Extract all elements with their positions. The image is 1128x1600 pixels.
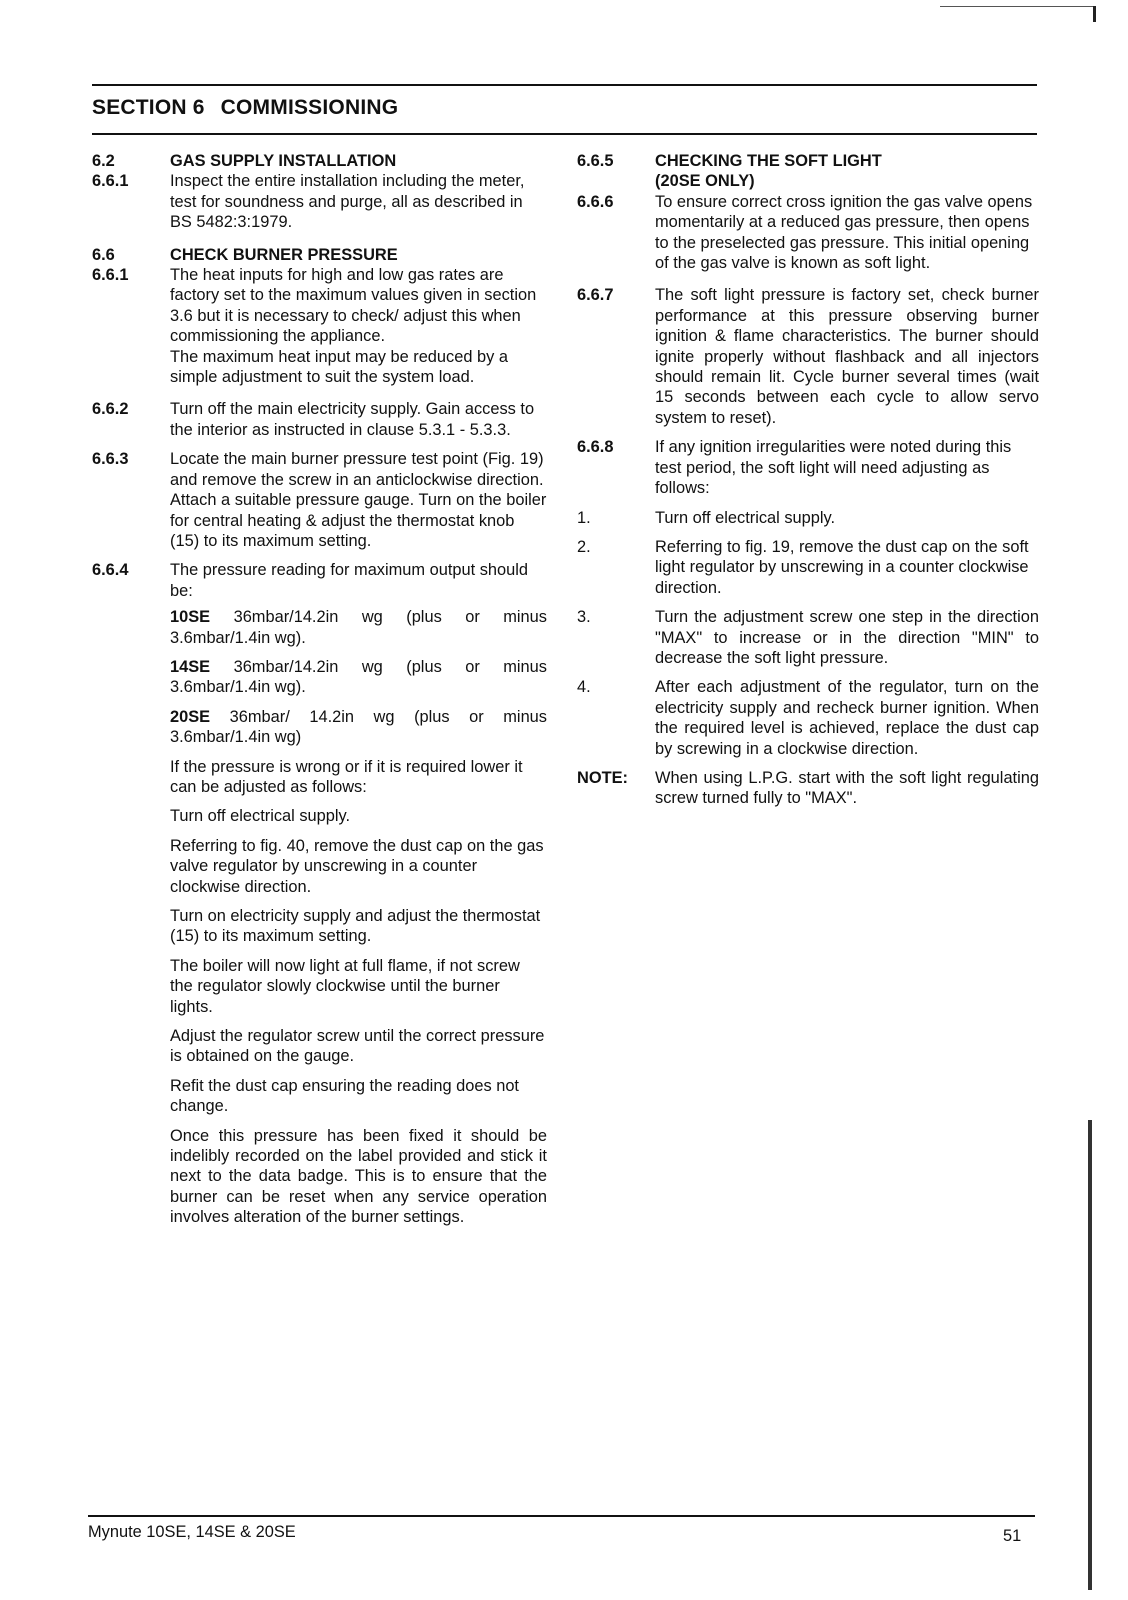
step-number: 2.: [577, 537, 591, 556]
step-item: [577, 677, 1039, 759]
clause-heading: (20SE ONLY): [655, 172, 755, 191]
clause-number: 6.6.1: [92, 172, 129, 191]
clause-number: 6.6.7: [577, 286, 614, 305]
scan-edge-mark: [940, 6, 1093, 7]
paragraph: Turn on electricity supply and adjust the thermostat (15) to its maximum setting.: [170, 907, 541, 946]
model-value: 36mbar/ 14.2in wg (plus or minus 3.6mbar/1.4in wg): [170, 707, 547, 747]
note: [577, 768, 1039, 809]
step-text: Referring to fig. 19, remove the dust cap on the soft light regulator by unscrewing in a counter clockwise direction.: [655, 537, 1029, 597]
clause-6-6-3: [92, 449, 547, 551]
model-name: 10SE: [170, 608, 211, 627]
paragraph: Once this pressure has been fixed it should be indelibly recorded on the label provided and stick it next to the data badge. This is to ensure that the burner can be reset when any service operation involves alteration of the burner settings.: [170, 1126, 547, 1227]
note-label: NOTE:: [577, 768, 628, 787]
model-pressure: [170, 707, 547, 748]
clause-6-2: [92, 151, 547, 171]
footer-rule: [88, 1515, 1035, 1517]
clause-number: 6.6.6: [577, 192, 614, 211]
clause-number: 6.2: [92, 152, 115, 170]
header-rule-bottom: [92, 133, 1037, 135]
scan-edge-mark: [1093, 6, 1096, 22]
model-value: 36mbar/14.2in wg (plus or minus 3.6mbar/1.4in wg).: [170, 608, 547, 647]
step-item: [577, 607, 1039, 668]
section-title: COMMISSIONING: [220, 96, 399, 119]
scan-edge-mark: [1088, 1120, 1092, 1590]
clause-text: To ensure correct cross ignition the gas valve opens momentarily at a reduced gas pressure, then opens to the preselected gas pressure. This initial opening of the gas valve is known as soft light.: [655, 192, 1033, 273]
step-text: Turn off electrical supply.: [655, 508, 836, 527]
paragraph: Adjust the regulator screw until the correct pressure is obtained on the gauge.: [170, 1027, 545, 1066]
clause-text: The maximum heat input may be reduced by a simple adjustment to suit the system load.: [170, 347, 509, 387]
clause-number: 6.6.5: [577, 152, 614, 170]
step-item: [577, 537, 1039, 598]
clause-number: 6.6: [92, 245, 115, 264]
paragraph: Turn off electrical supply.: [170, 807, 351, 826]
clause-text: The soft light pressure is factory set, check burner performance at this pressure observing burner ignition & flame characteristics. The burner should ignite properly without flashback and all injectors should remain lit. Cycle burner several times (wait 15 seconds between each cycle to allow servo system to reset).: [655, 286, 1039, 427]
model-name: 20SE: [170, 707, 211, 726]
model-value: 36mbar/14.2in wg (plus or minus 3.6mbar/1.4in wg).: [170, 657, 547, 697]
step-number: 1.: [577, 508, 591, 527]
clause-6-6-5: [577, 151, 1039, 192]
clause-6-6-1a: [92, 171, 547, 232]
clause-number: 6.6.1: [92, 266, 129, 285]
clause-6-6-1b: [92, 265, 547, 387]
paragraph: Refit the dust cap ensuring the reading does not change.: [170, 1076, 519, 1116]
paragraph: The boiler will now light at full flame, if not screw the regulator slowly clockwise until the burner lights.: [170, 956, 520, 1016]
clause-number: 6.6.8: [577, 438, 614, 457]
footer-title: Mynute 10SE, 14SE & 20SE: [88, 1523, 296, 1541]
note-text: When using L.P.G. start with the soft light regulating screw turned fully to "MAX".: [655, 768, 1039, 808]
step-number: 3.: [577, 608, 591, 627]
model-name: 14SE: [170, 657, 211, 676]
model-pressure: [170, 657, 547, 698]
clause-text: Turn off the main electricity supply. Gain access to the interior as instructed in clause 5.3.1 - 5.3.3.: [170, 400, 535, 439]
model-pressure: [170, 607, 547, 648]
clause-heading: CHECKING THE SOFT LIGHT: [655, 152, 882, 170]
section-heading: [92, 96, 398, 120]
clause-number: 6.6.2: [92, 400, 129, 419]
clause-6-6-2: [92, 399, 547, 440]
section-number: SECTION 6: [92, 96, 205, 119]
step-text: After each adjustment of the regulator, turn on the electricity supply and recheck burner ignition. When the required level is achieved, replace the dust cap by screwing in a clockwise direction.: [655, 678, 1039, 758]
clause-6-6-8: [577, 437, 1039, 498]
clause-6-6-7: [577, 285, 1039, 428]
clause-text: The pressure reading for maximum output should be:: [170, 561, 529, 600]
right-column: [577, 151, 1039, 809]
clause-6-6-4: [92, 560, 547, 1227]
left-column: [92, 151, 547, 1228]
clause-heading: GAS SUPPLY INSTALLATION: [170, 152, 397, 170]
page-number: 51: [1003, 1527, 1022, 1545]
step-number: 4.: [577, 678, 591, 697]
paragraph: Referring to fig. 40, remove the dust cap on the gas valve regulator by unscrewing in a counter clockwise direction.: [170, 836, 544, 896]
header-rule-top: [92, 84, 1037, 86]
clause-text: The heat inputs for high and low gas rates are factory set to the maximum values given in section 3.6 but it is necessary to check/ adjust this when commissioning the appliance.: [170, 266, 537, 346]
clause-6-6: [92, 245, 547, 265]
clause-number: 6.6.4: [92, 561, 129, 580]
clause-6-6-6: [577, 192, 1039, 274]
clause-number: 6.6.3: [92, 450, 129, 469]
clause-text: If any ignition irregularities were noted during this test period, the soft light will need adjusting as follows:: [655, 438, 1012, 498]
clause-text: Inspect the entire installation including the meter, test for soundness and purge, all as described in BS 5482:3:1979.: [170, 172, 525, 232]
paragraph: If the pressure is wrong or if it is required lower it can be adjusted as follows:: [170, 757, 523, 796]
step-item: [577, 508, 1039, 528]
clause-heading: CHECK BURNER PRESSURE: [170, 245, 398, 264]
step-text: Turn the adjustment screw one step in the direction "MAX" to increase or in the direction "MIN" to decrease the soft light pressure.: [655, 608, 1039, 667]
clause-text: Locate the main burner pressure test point (Fig. 19) and remove the screw in an anticlockwise direction. Attach a suitable pressure gauge. Turn on the boiler for central heating & adjust the thermostat knob (15) to its maximum setting.: [170, 450, 547, 550]
